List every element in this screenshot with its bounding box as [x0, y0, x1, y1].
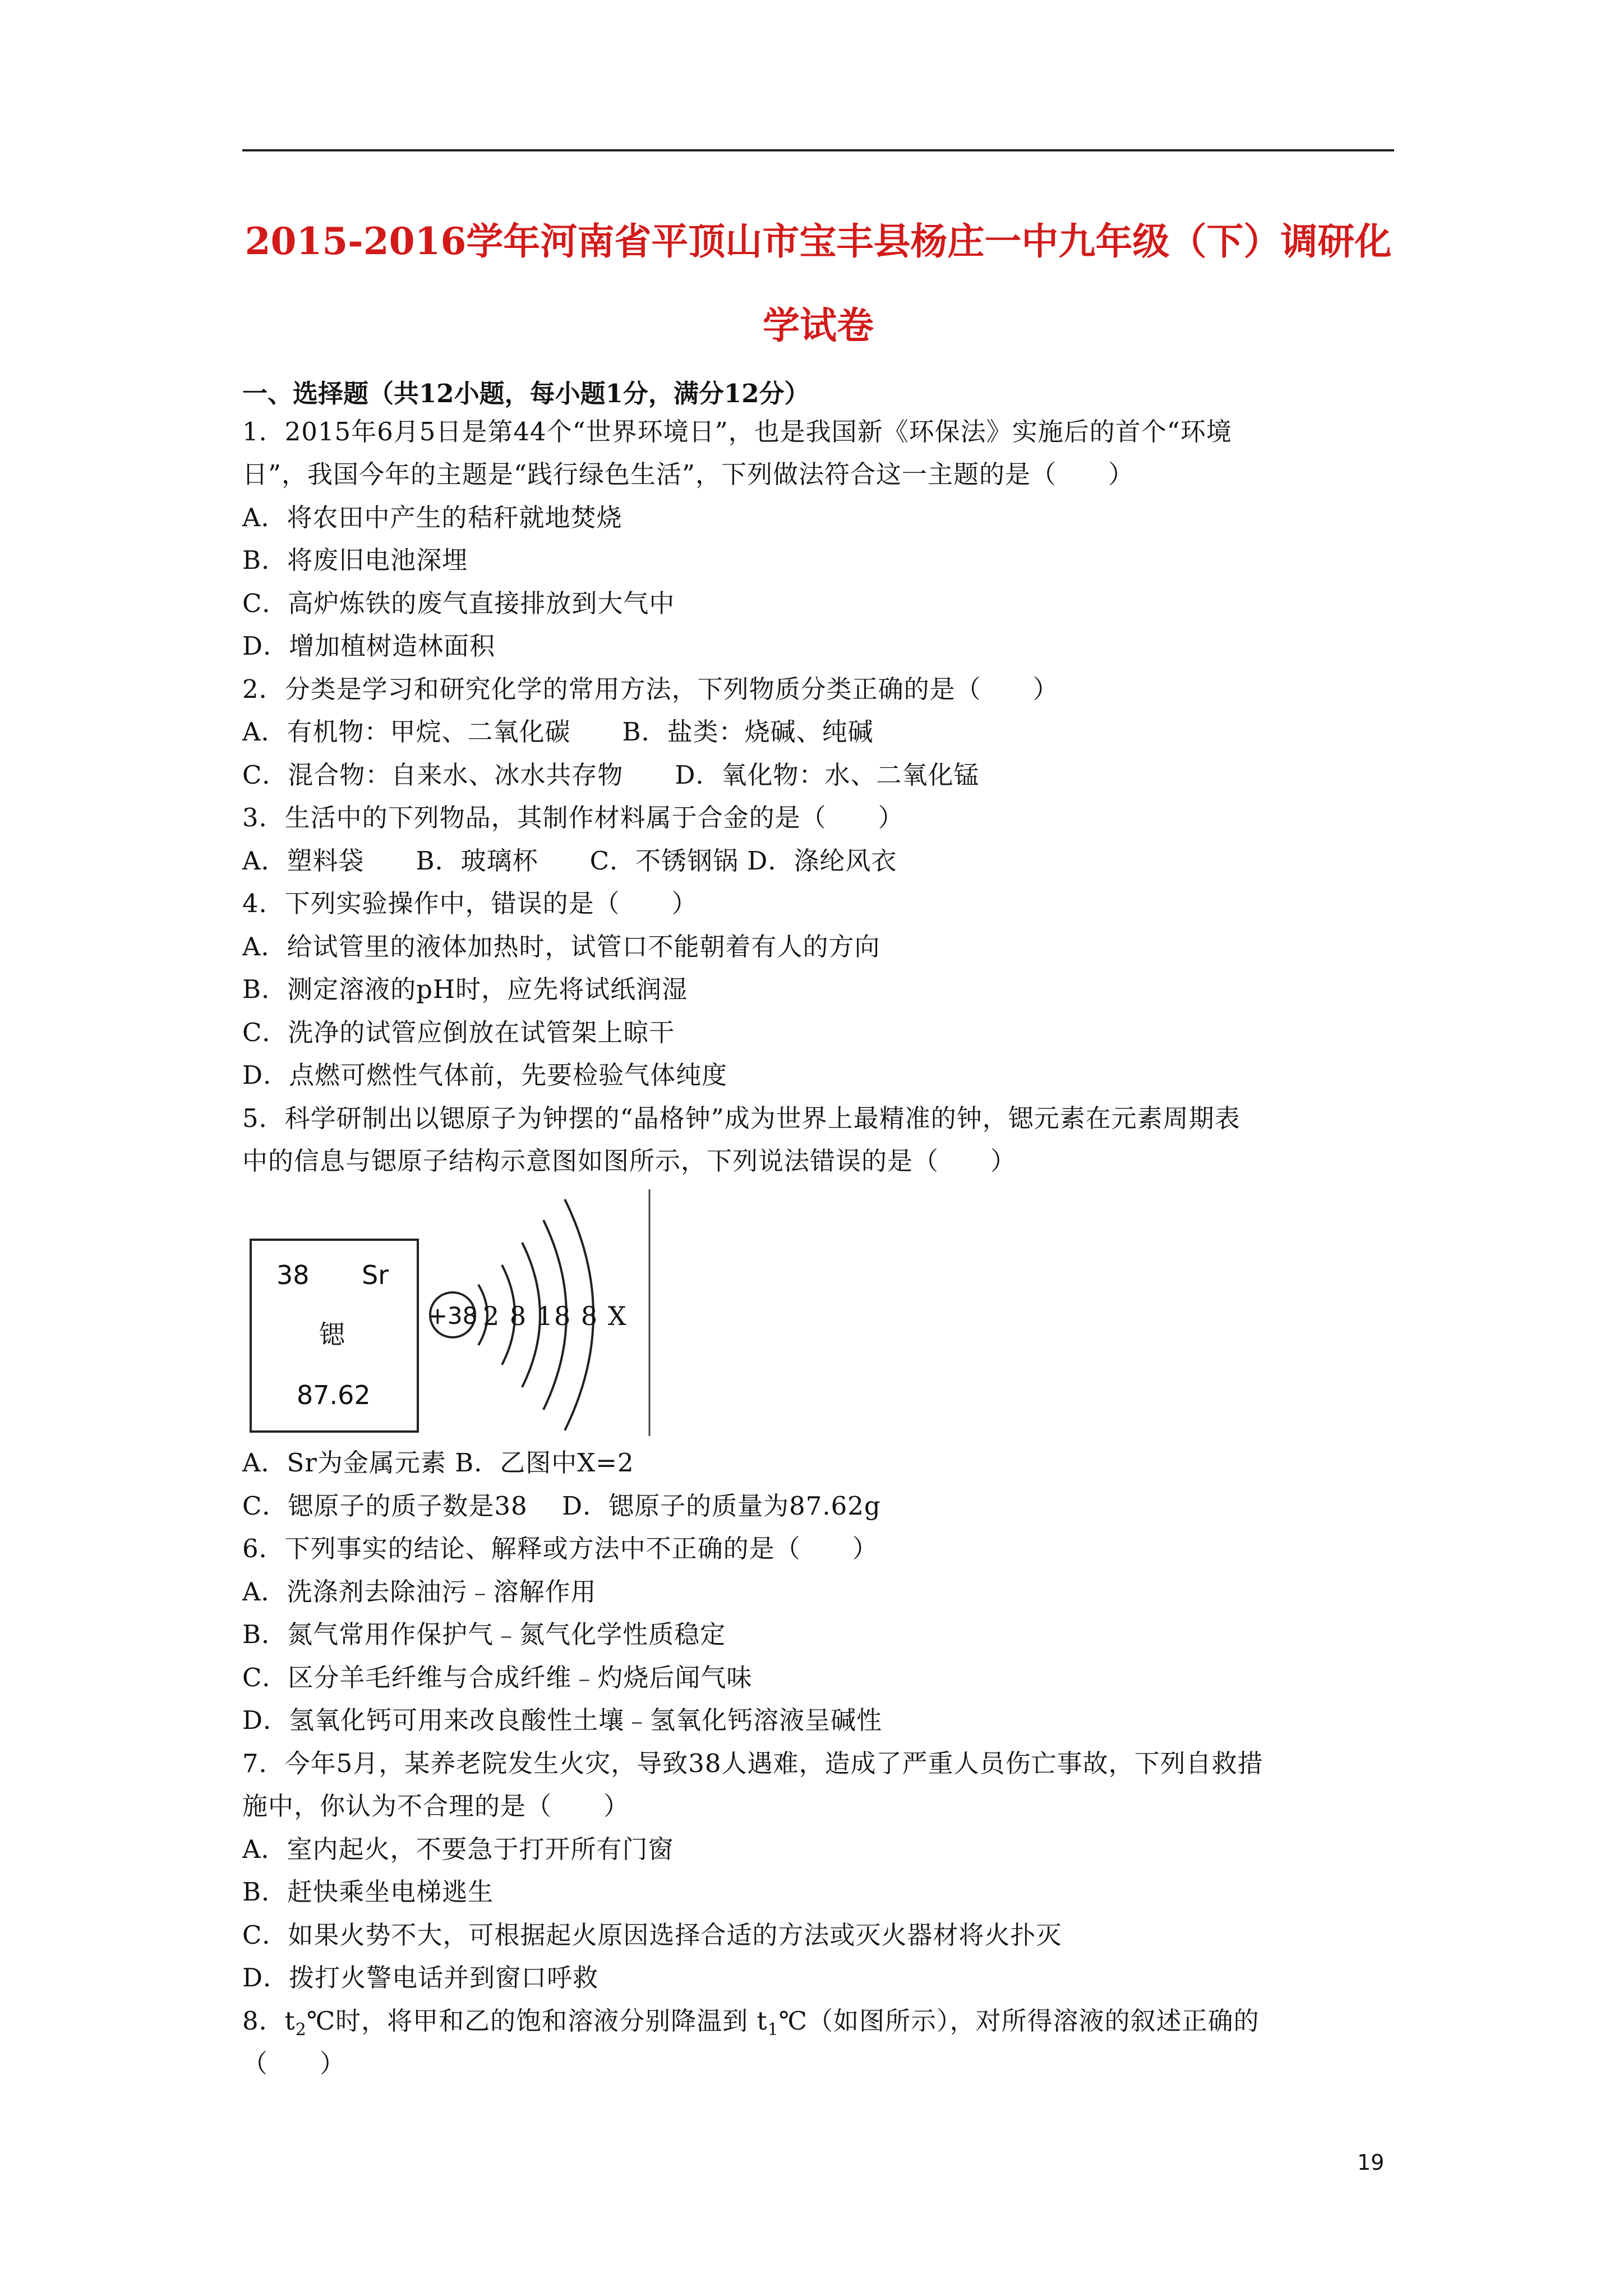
document-title-line-2: 学试卷: [763, 303, 874, 347]
text-line: 施中，你认为不合理的是（ ）: [242, 1791, 630, 1821]
element-symbol: Sr: [362, 1260, 389, 1290]
temperature-t1: t: [757, 2006, 768, 2036]
question-number: 8．: [242, 2006, 285, 2036]
text-line: D．点燃可燃性气体前，先要检验气体纯度: [242, 1060, 728, 1090]
text-line: A．有机物：甲烷、二氧化碳 B．盐类：烧碱、纯碱: [242, 717, 874, 747]
subscript-1: 1: [767, 2020, 779, 2040]
text-line: A．室内起火，不要急于打开所有门窗: [242, 1834, 674, 1864]
element-name: 锶: [319, 1319, 345, 1350]
text-line: A．给试管里的液体加热时，试管口不能朝着有人的方向: [242, 932, 880, 961]
section-heading: 一、选择题（共12小题，每小题1分，满分12分）: [242, 379, 810, 408]
text-line: C．区分羊毛纤维与合成纤维﹣灼烧后闻气味: [242, 1663, 753, 1692]
text-line: A．塑料袋 B．玻璃杯 C．不锈钢锅 D．涤纶风衣: [242, 846, 897, 876]
document-title-line-1: 2015-2016学年河南省平顶山市宝丰县杨庄一中九年级（下）调研化: [245, 219, 1392, 263]
text-line: 1．2015年6月5日是第44个“世界环境日”，也是我国新《环保法》实施后的首个“环境: [242, 417, 1232, 447]
text-line: 5．科学研制出以锶原子为钟摆的“晶格钟”成为世界上最精准的钟，锶元素在元素周期表: [242, 1103, 1241, 1133]
text-line: A．Sr为金属元素 B．乙图中X=2: [242, 1448, 634, 1478]
text-line: D．拨打火警电话并到窗口呼救: [242, 1963, 599, 1993]
text-line: 7．今年5月，某养老院发生火灾，导致38人遇难，造成了严重人员伤亡事故，下列自救措: [242, 1749, 1264, 1778]
text-line: D．氢氧化钙可用来改良酸性土壤﹣氢氧化钙溶液呈碱性: [242, 1705, 883, 1735]
question-8-line-1: [242, 2004, 1260, 2047]
question-text: ℃时，将甲和乙的饱和溶液分别降温到: [306, 2006, 757, 2036]
nucleus-charge: +38: [428, 1302, 478, 1329]
strontium-figure: [248, 1189, 652, 1436]
text-line: B．赶快乘坐电梯逃生: [242, 1877, 494, 1907]
text-line: 4．下列实验操作中，错误的是（ ）: [242, 889, 698, 918]
subscript-2: 2: [295, 2020, 307, 2040]
text-line: 6．下列事实的结论、解释或方法中不正确的是（ ）: [242, 1534, 878, 1563]
text-line: A．将农田中产生的秸秆就地焚烧: [242, 503, 623, 532]
text-line: 2．分类是学习和研究化学的常用方法，下列物质分类正确的是（ ）: [242, 674, 1059, 704]
atomic-mass: 87.62: [297, 1380, 371, 1410]
text-line: 中的信息与锶原子结构示意图如图所示，下列说法错误的是（ ）: [242, 1146, 1017, 1176]
atom-structure-diagram: [428, 1189, 652, 1436]
atomic-number: 38: [276, 1260, 310, 1290]
temperature-t2: t: [284, 2006, 296, 2036]
text-line: B．将废旧电池深埋: [242, 545, 468, 575]
electron-counts: 2 8 18 8 X: [483, 1301, 628, 1331]
text-line: 3．生活中的下列物品，其制作材料属于合金的是（ ）: [242, 803, 904, 832]
question-text: ℃（如图所示），对所得溶液的叙述正确的: [778, 2006, 1260, 2036]
text-line: C．混合物：自来水、冰水共存物 D．氧化物：水、二氧化锰: [242, 760, 980, 790]
page-number: 19: [1357, 2150, 1385, 2175]
text-line: C．锶原子的质子数是38 D．锶原子的质量为87.62g: [242, 1491, 881, 1521]
text-line: B．测定溶液的pH时，应先将试纸润湿: [242, 974, 688, 1004]
text-line: C．高炉炼铁的废气直接排放到大气中: [242, 588, 675, 618]
header-rule: [242, 149, 1394, 151]
periodic-table-cell: [250, 1239, 419, 1433]
text-line: B．氮气常用作保护气﹣氮气化学性质稳定: [242, 1619, 726, 1649]
text-line: A．洗涤剂去除油污﹣溶解作用: [242, 1577, 597, 1607]
question-8-line-2: （ ）: [242, 2049, 346, 2078]
text-line: D．增加植树造林面积: [242, 631, 496, 661]
text-line: C．洗净的试管应倒放在试管架上晾干: [242, 1018, 675, 1047]
text-line: C．如果火势不大，可根据起火原因选择合适的方法或灭火器材将火扑灭: [242, 1920, 1062, 1950]
text-line: 日”，我国今年的主题是“践行绿色生活”，下列做法符合这一主题的是（ ）: [242, 459, 1135, 489]
